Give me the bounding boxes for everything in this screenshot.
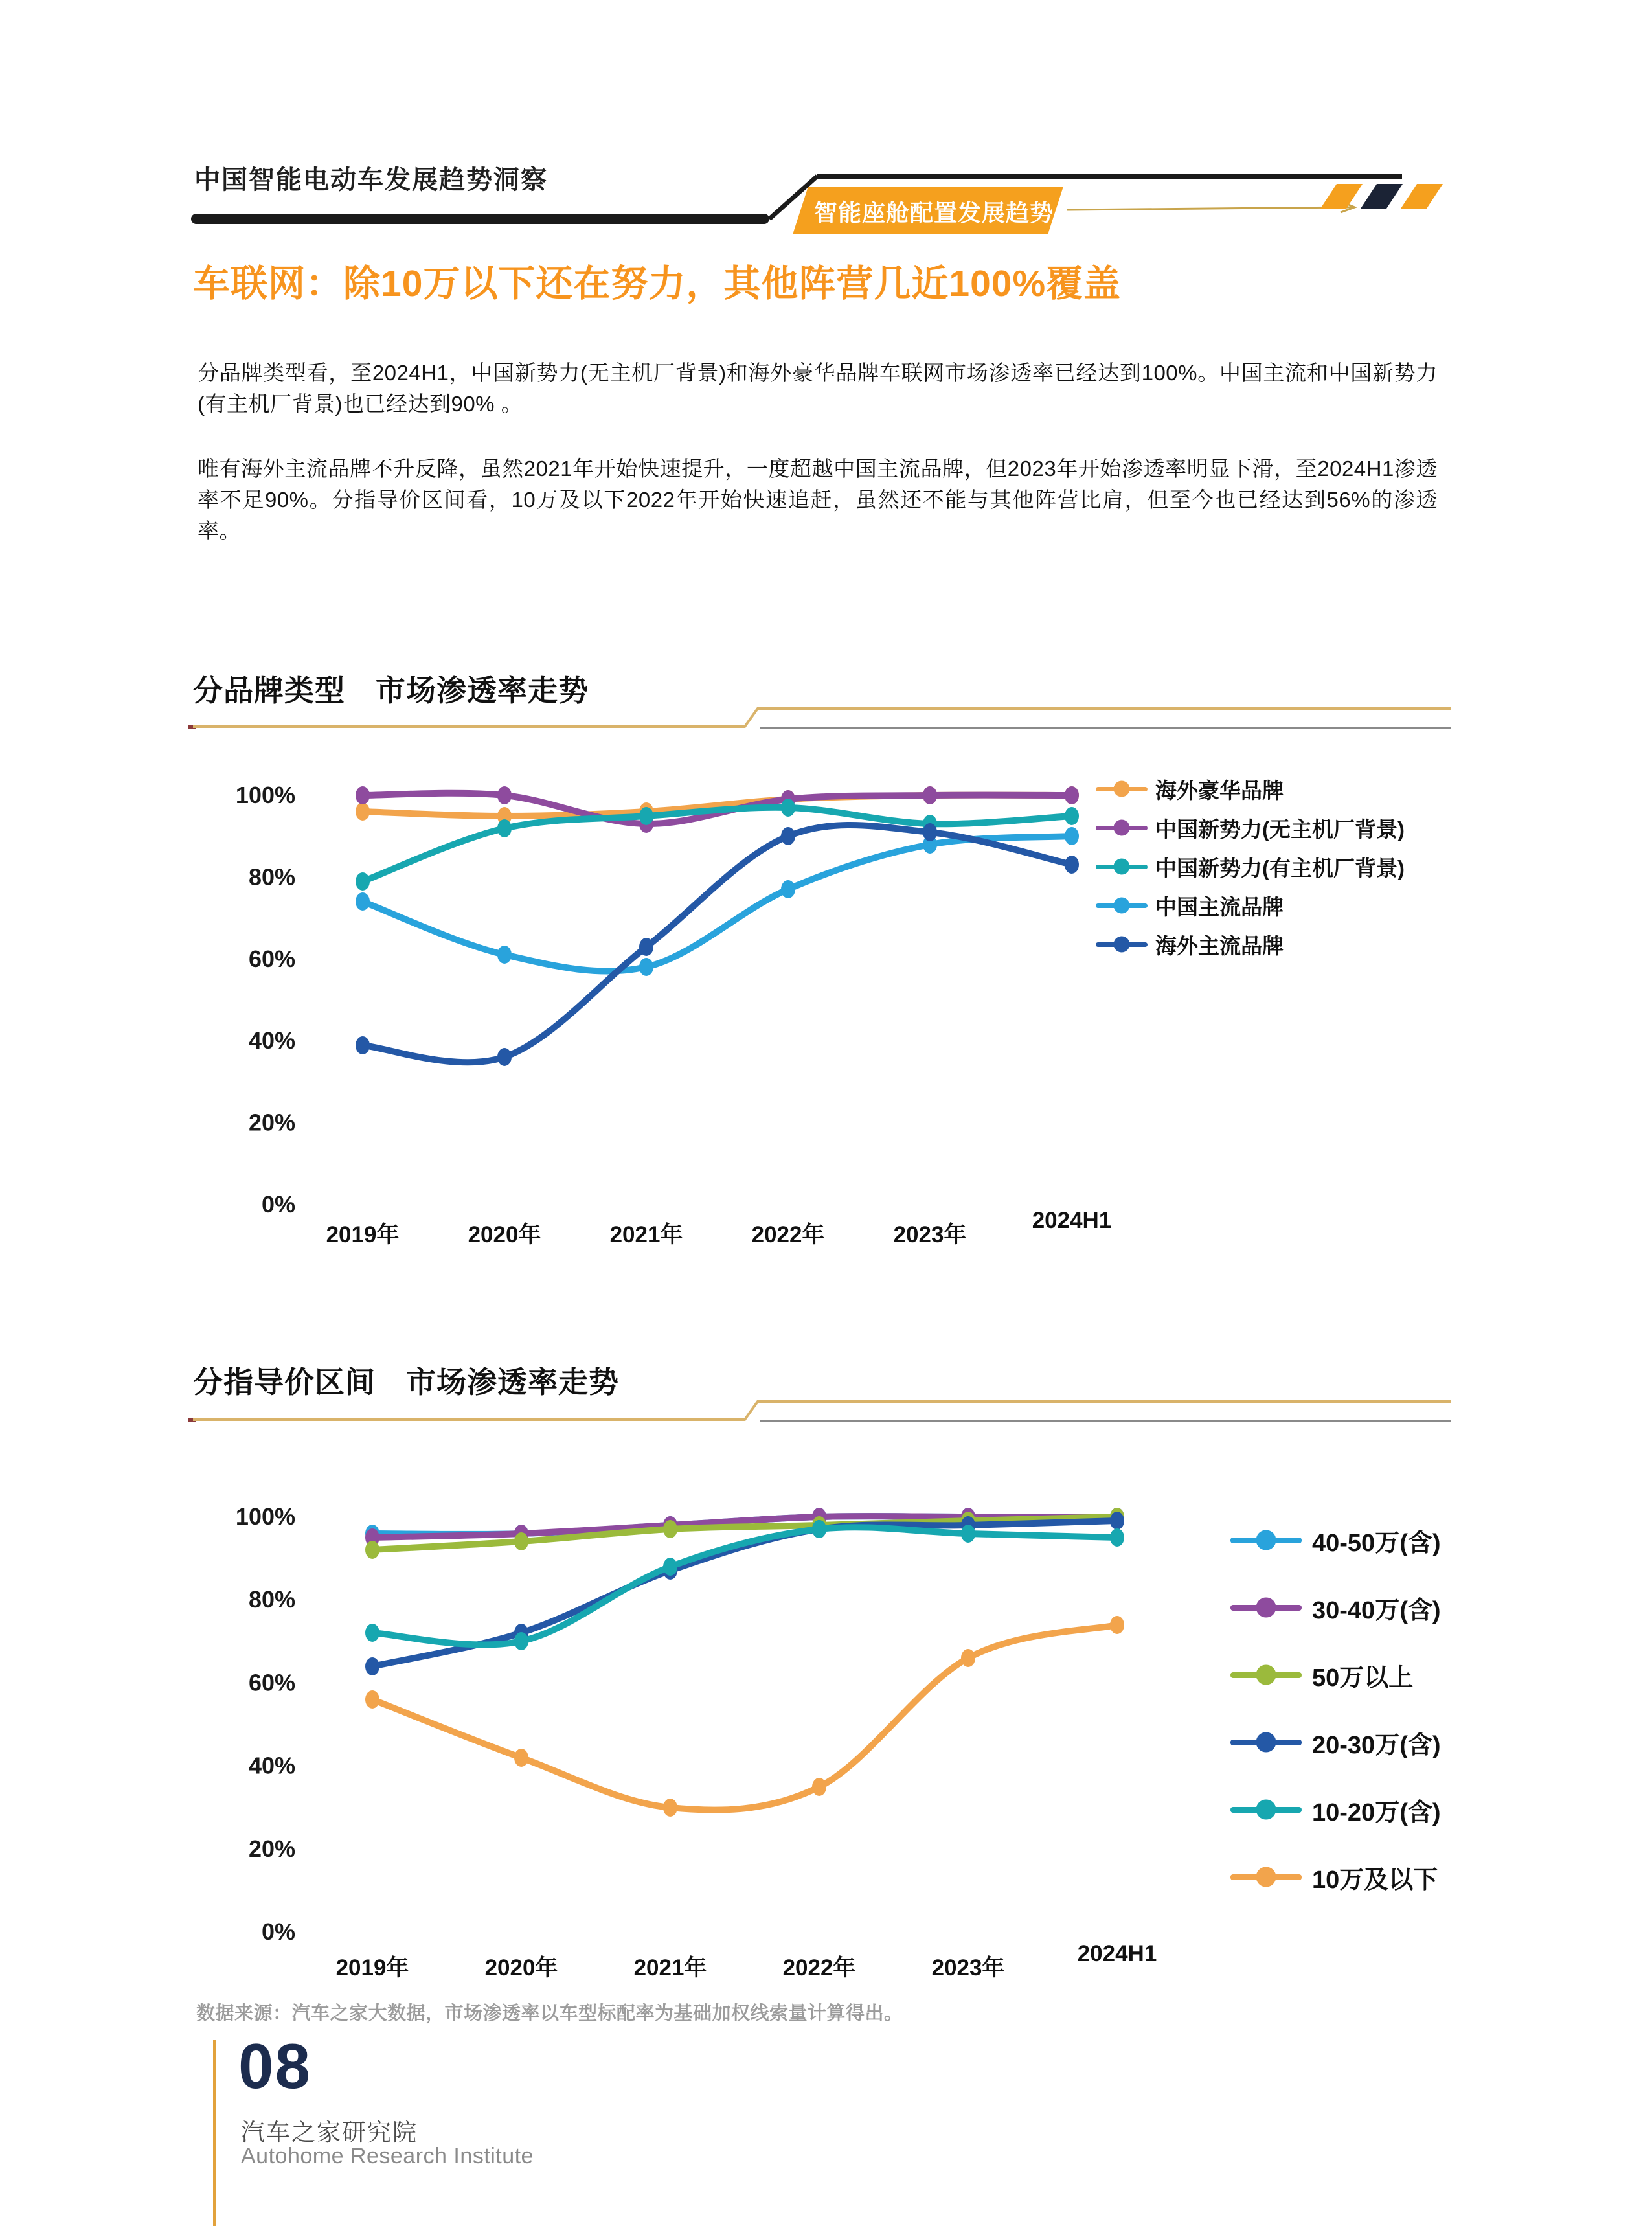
data-point-marker [497,946,512,964]
legend-item [1096,925,1405,964]
data-point-marker [356,892,370,911]
legend-line-marker-swatch [1096,942,1148,947]
legend-line-marker-swatch [1230,1874,1302,1880]
legend-label: 30-40万(含) [1312,1596,1441,1624]
legend-label: 10-20万(含) [1312,1799,1441,1826]
legend-item [1096,808,1405,847]
data-point-marker [812,1520,826,1538]
y-tick-label: 40% [248,1027,295,1054]
data-point-marker [781,827,795,845]
legend-line-marker-swatch [1096,826,1148,830]
legend-label: 40-50万(含) [1312,1529,1441,1557]
legend-line-marker-swatch [1230,1740,1302,1745]
legend-dot [1114,937,1130,953]
data-point-marker [663,1558,677,1576]
data-point-marker [961,1525,975,1543]
brand-underline [191,214,769,224]
data-point-marker [1065,786,1079,804]
data-point-marker [497,1048,512,1066]
legend-dot [1256,1665,1276,1685]
footer-accent-bar [213,2040,216,2226]
data-point-marker [356,872,370,891]
legend-item [1230,1776,1441,1843]
price-range-penetration-chart [214,1477,1224,2014]
legend-label: 海外主流品牌 [1155,933,1284,958]
data-point-marker [923,823,937,841]
x-tick-label: 2019年 [335,1955,409,1981]
legend-line-marker-swatch [1096,787,1148,791]
x-tick-label: 2023年 [931,1955,1005,1981]
series-line [363,836,1072,971]
legend-item [1230,1843,1441,1911]
data-point-marker [365,1541,379,1559]
data-point-marker [1065,807,1079,825]
data-point-marker [961,1649,975,1667]
data-point-marker [812,1778,826,1796]
y-tick-label: 20% [248,1109,295,1136]
x-tick-label: 2019年 [326,1222,400,1247]
legend-label: 中国主流品牌 [1155,894,1284,919]
legend-line-marker-swatch [1096,903,1148,908]
legend-item [1230,1709,1441,1776]
data-point-marker [1065,827,1079,845]
legend-dot [1114,781,1130,797]
institute-name-cn: 汽车之家研究院 [241,2119,418,2146]
legend-label: 10万及以下 [1312,1866,1438,1894]
y-tick-label: 20% [248,1835,295,1862]
legend-label: 海外豪华品牌 [1155,778,1284,802]
data-point-marker [639,958,653,976]
legend-label: 中国新势力(无主机厂背景) [1155,817,1405,841]
x-tick-label: 2022年 [751,1222,825,1247]
legend-dot [1114,820,1130,836]
data-point-marker [639,938,653,956]
x-tick-label: 2023年 [893,1222,967,1247]
data-point-marker [356,1036,370,1054]
legend-dot [1256,1732,1276,1753]
x-tick-label: 2021年 [633,1955,707,1981]
y-tick-label: 0% [261,1918,295,1945]
report-series-title: 中国智能电动车发展趋势洞察 [194,166,548,194]
price-range-chart-legend [1230,1506,1441,1911]
data-point-marker [356,786,370,804]
series-line [372,1625,1117,1810]
legend-dot [1114,859,1130,875]
y-tick-label: 100% [235,782,295,808]
page-number: 08 [238,2030,312,2102]
x-tick-label: 2022年 [782,1955,856,1981]
data-point-marker [514,1749,528,1767]
legend-line-marker-swatch [1230,1538,1302,1543]
stripe-orange-1 [1320,184,1363,209]
data-point-marker [514,1532,528,1550]
data-point-marker [923,786,937,804]
legend-dot [1256,1800,1276,1820]
legend-line-marker-swatch [1230,1605,1302,1611]
y-tick-label: 80% [248,1586,295,1613]
data-point-marker [663,1520,677,1538]
data-point-marker [365,1624,379,1642]
section-badge: 智能座舱配置发展趋势 [813,199,1054,226]
gold-arrow-line [1067,207,1352,210]
data-point-marker [1110,1616,1124,1634]
brand-type-chart-legend [1096,769,1405,964]
legend-dot [1256,1598,1276,1618]
legend-label: 50万以上 [1312,1664,1414,1692]
data-point-marker [497,786,512,804]
data-point-marker [781,799,795,817]
legend-dot [1256,1867,1276,1887]
y-tick-label: 40% [248,1752,295,1779]
stripe-dark [1361,184,1403,209]
y-tick-label: 0% [261,1191,295,1218]
legend-line-marker-swatch [1230,1672,1302,1678]
data-point-marker [1110,1528,1124,1547]
x-tick-label: 2020年 [484,1955,558,1981]
legend-item [1096,847,1405,886]
x-tick-label: 2024H1 [1032,1208,1112,1233]
legend-dot [1256,1530,1276,1550]
data-point-marker [639,807,653,825]
y-tick-label: 60% [248,945,295,972]
legend-label: 中国新势力(有主机厂背景) [1155,856,1405,880]
data-point-marker [365,1657,379,1675]
section1-divider [187,703,1462,736]
data-point-marker [663,1799,677,1817]
legend-item [1230,1641,1441,1709]
data-point-marker [497,819,512,837]
chart1-section-heading: 分品牌类型 市场渗透率走势 [193,674,589,707]
brand-type-penetration-chart [214,758,1112,1269]
legend-line-marker-swatch [1230,1807,1302,1813]
x-tick-label: 2020年 [468,1222,541,1247]
y-tick-label: 100% [235,1503,295,1530]
data-source-note: 数据来源：汽车之家大数据，市场渗透率以车型标配率为基础加权线索量计算得出。 [196,2003,903,2024]
data-point-marker [365,1690,379,1709]
legend-label: 20-30万(含) [1312,1731,1441,1759]
paragraph-2: 唯有海外主流品牌不升反降，虽然2021年开始快速提升，一度超越中国主流品牌，但2023年开始渗透率明显下滑，至2024H1渗透率不足90%。分指导价区间看，10万及以下2022年开始快速追赶，虽然还不能与其他阵营比肩，但至今也已经达到56%的渗透率。 [198,457,1438,543]
stripe-orange-2 [1401,184,1443,209]
legend-line-marker-swatch [1096,865,1148,869]
x-tick-label: 2024H1 [1077,1941,1157,1966]
y-tick-label: 60% [248,1669,295,1696]
institute-name-en: Autohome Research Institute [241,2144,534,2168]
legend-item [1230,1574,1441,1641]
data-point-marker [781,880,795,898]
section2-divider [187,1396,1462,1429]
chart2-section-heading: 分指导价区间 市场渗透率走势 [193,1365,619,1399]
data-point-marker [514,1632,528,1650]
data-point-marker [1065,856,1079,874]
data-point-marker [1110,1512,1124,1530]
legend-item [1230,1506,1441,1574]
page-title: 车联网：除10万以下还在努力，其他阵营几近100%覆盖 [193,263,1122,304]
legend-dot [1114,898,1130,914]
y-tick-label: 80% [248,863,295,891]
legend-item [1096,769,1405,808]
legend-item [1096,886,1405,925]
x-tick-label: 2021年 [609,1222,683,1247]
paragraph-1: 分品牌类型看，至2024H1，中国新势力(无主机厂背景)和海外豪华品牌车联网市场渗透率已经达到100%。中国主流和中国新势力(有主机厂背景)也已经达到90% 。 [198,361,1438,416]
data-point-marker [356,802,370,821]
